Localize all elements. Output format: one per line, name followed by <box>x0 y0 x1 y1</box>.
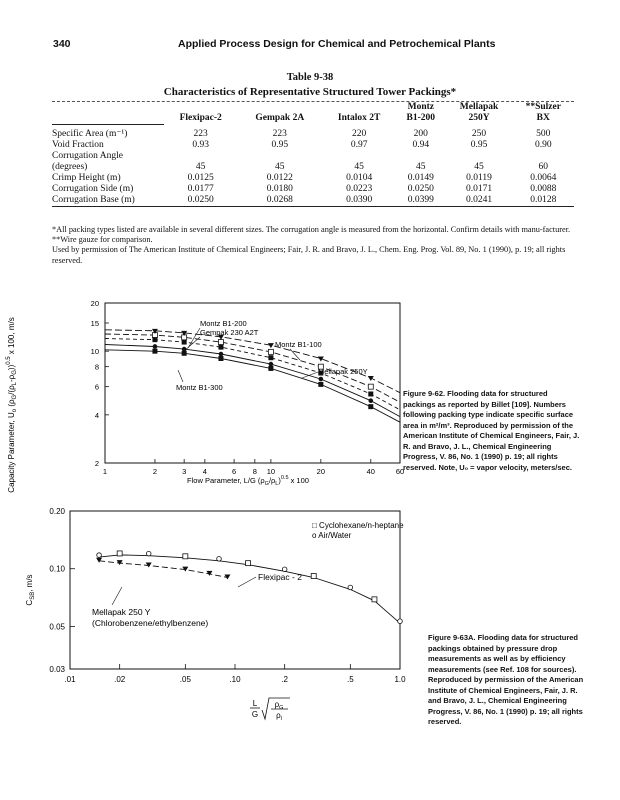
row-label: Corrugation Base (m) <box>52 195 164 207</box>
cell: 0.0241 <box>446 195 513 207</box>
col-header-line1 <box>164 102 237 113</box>
cell: 45 <box>275 161 285 172</box>
table-caption: Characteristics of Representative Structured Tower Packings* <box>163 86 457 98</box>
cell: 45 <box>416 161 426 172</box>
y-tick-label: 10 <box>90 347 99 357</box>
data-point <box>183 554 188 559</box>
legend-entry: o Air/Water <box>312 531 352 540</box>
svg-text:ρl: $\rho_l$ <box>276 711 282 722</box>
running-title: Applied Process Design for Chemical and Petrochemical Plants <box>178 38 496 50</box>
cell: 0.0088 <box>530 183 557 194</box>
data-point <box>318 382 323 387</box>
table-row <box>52 129 574 140</box>
data-point <box>218 340 223 345</box>
data-point <box>398 619 403 624</box>
table-row <box>52 173 574 184</box>
x-tick-label: 4 <box>202 467 207 476</box>
data-point <box>368 391 373 396</box>
page-number: 340 <box>53 38 71 50</box>
row-label: Crimp Height (m) <box>52 172 121 183</box>
annotation-label: Mellapak 250 Y <box>92 607 151 617</box>
table-row <box>52 162 574 173</box>
x-tick-label: .5 <box>346 675 354 684</box>
table-row <box>52 140 574 151</box>
x-tick-label: .2 <box>281 675 289 684</box>
svg-text:ρG: $\rho_G$ <box>274 700 284 711</box>
annotation-leader <box>112 587 122 605</box>
x-axis-label <box>250 698 290 722</box>
x-tick-label: 1.0 <box>394 675 406 684</box>
header-row-2 <box>52 113 574 124</box>
cell: 0.90 <box>534 139 552 150</box>
y-tick-label: 8 <box>94 362 99 372</box>
cell: 0.0177 <box>187 183 214 194</box>
table-note: Used by permission of The American Institute of Chemical Engineers; Fair, J. R. and Bravo, J. L., Chem. Eng. Prog. Vol. 89, No. 1 (1990), p. 19; all rights reserved. <box>52 245 566 265</box>
col-header: BX <box>536 113 550 123</box>
x-tick-label: .10 <box>229 675 241 684</box>
data-point <box>146 551 151 556</box>
x-tick-label: 20 <box>316 467 326 476</box>
cell: 500 <box>536 128 551 139</box>
svg-text:G: G <box>251 710 259 719</box>
x-tick-label: 60 <box>395 467 405 476</box>
cell: 0.95 <box>271 139 289 150</box>
data-point <box>311 574 316 579</box>
data-point <box>96 558 102 563</box>
col-header: B1-200 <box>406 113 436 123</box>
y-tick-label: 4 <box>94 410 99 420</box>
cell: 0.0122 <box>266 172 293 183</box>
col-header-line1: Mellapak <box>459 102 499 112</box>
data-point <box>368 384 373 389</box>
x-tick-label: 40 <box>366 467 375 476</box>
legend-entry: □ Cyclohexane/n-heptane <box>312 521 404 530</box>
cell: 0.93 <box>192 139 209 150</box>
col-header: Intalox 2T <box>337 113 381 123</box>
data-point <box>152 349 157 354</box>
cell: 0.0250 <box>407 183 434 194</box>
figure-9-62-caption: Figure 9-62. Flooding data for structured packings as reported by Billet [109]. Numbers following packing type indicate specific surface area in m²/m³. Reproduced by permission of the American Institute of Chemical Engineers, Fair, J. R. and Bravo, J. L., Chemical Engineering Progress, V. 86, No. 1 (1990) p. 19; all rights reserved. Note, U₀ = vapor velocity, meters/sec. <box>403 389 580 472</box>
annotation-label: Montz B1-300 <box>176 383 223 392</box>
col-header-line1 <box>322 102 396 113</box>
data-point <box>372 597 377 602</box>
cell: 60 <box>538 161 548 172</box>
cell: 45 <box>354 161 364 172</box>
col-header-line1: **Sulzer <box>525 102 561 112</box>
table-row <box>52 151 574 162</box>
row-label: Void Fraction <box>52 139 104 150</box>
chart2-marks <box>49 507 406 684</box>
table-row <box>52 184 574 195</box>
data-point <box>348 585 353 590</box>
data-point <box>268 366 273 371</box>
cell: 250 <box>471 128 487 139</box>
annotation-label: Flexipac - 2 <box>258 572 302 582</box>
col-header-line1: Montz <box>407 102 434 112</box>
chart1-marks <box>91 299 405 476</box>
annotation-label: Mellapak 250Y <box>318 367 368 376</box>
data-point <box>217 556 222 561</box>
cell: 0.0125 <box>187 172 214 183</box>
annotation-label: Montz B1-100 <box>275 340 322 349</box>
x-tick-label: .02 <box>114 675 126 684</box>
col-header: Gempak 2A <box>255 113 305 123</box>
y-tick-label: 0.20 <box>49 507 65 516</box>
figure-9-62-chart <box>0 290 410 500</box>
row-label: Specific Area (m⁻¹) <box>52 128 128 139</box>
header-row-1 <box>52 102 574 113</box>
cell: 0.0171 <box>465 183 493 194</box>
cell: 0.0149 <box>407 172 434 183</box>
svg-text:L: L <box>252 699 258 708</box>
packing-table <box>52 101 574 207</box>
cell: 0.0390 <box>322 195 396 207</box>
row-label: (degrees) <box>52 161 88 172</box>
cell: 0.0104 <box>346 172 373 183</box>
x-axis-label: Flow Parameter, L/G $(\rho_G/\rho_L)^{0.5}$ x 100 <box>187 475 309 487</box>
cell: 200 <box>413 128 428 139</box>
x-tick-label: 1 <box>102 467 108 476</box>
table-notes <box>52 225 574 266</box>
cell: 0.95 <box>470 139 488 150</box>
x-tick-label: 3 <box>182 467 187 476</box>
annotation-label: Montz B1-200 <box>200 319 247 328</box>
col-header: 250Y <box>468 113 490 123</box>
figure-9-63a-caption: Figure 9-63A. Flooding data for structured packings obtained by pressure drop measurements as well as by efficiency measurements (see Ref. 108 for sources). Reproduced by permission of the American Institute of Chemical Engineers, Fair, J. R. and Bravo, J. L., Chemical Engineering Progress, V. 86, No. 1 (1990) p. 19; all rights reserved. <box>428 633 584 726</box>
table-row <box>52 195 574 207</box>
data-point <box>268 343 274 348</box>
col-header-line1 <box>237 102 322 113</box>
cell: 0.0180 <box>266 183 293 194</box>
data-point <box>218 356 223 361</box>
figure-9-63a-chart <box>0 505 430 730</box>
data-point <box>246 561 251 566</box>
x-tick-label: 10 <box>266 467 276 476</box>
row-label: Corrugation Side (m) <box>52 183 134 194</box>
y-tick-label: 0.05 <box>49 622 65 632</box>
x-tick-label: 8 <box>252 467 257 476</box>
cell: 0.0128 <box>513 195 574 207</box>
data-point <box>97 553 102 558</box>
data-point <box>269 362 274 367</box>
data-point <box>182 340 187 345</box>
data-point <box>182 351 187 356</box>
data-point <box>219 352 224 357</box>
cell: 0.97 <box>350 139 368 150</box>
data-point <box>268 355 273 360</box>
x-tick-label: 2 <box>152 467 158 476</box>
data-point <box>153 344 158 349</box>
y-tick-label: 20 <box>90 299 99 308</box>
y-axis-label: $C_{SB}$, m/s <box>25 574 36 606</box>
cell: 0.0223 <box>346 183 373 194</box>
cell: 45 <box>195 161 206 172</box>
data-point <box>268 349 273 354</box>
y-tick-label: 6 <box>94 382 99 392</box>
data-point <box>282 567 287 572</box>
annotation-leader <box>238 577 256 587</box>
col-header: Flexipac-2 <box>179 113 222 123</box>
cell: 0.94 <box>412 139 430 150</box>
cell: 0.0119 <box>466 172 492 183</box>
data-point <box>368 376 374 381</box>
data-point <box>319 377 324 382</box>
x-tick-label: .01 <box>64 675 76 684</box>
y-tick-label: 0.10 <box>49 564 65 574</box>
x-tick-label: .05 <box>179 675 191 684</box>
cell: 220 <box>352 128 367 139</box>
table-note: **Wire gauze for comparison. <box>52 235 153 245</box>
cell: 0.0268 <box>237 195 322 207</box>
annotation-leader <box>290 349 300 360</box>
data-point <box>117 551 122 556</box>
cell: 223 <box>272 128 287 139</box>
y-tick-label: 15 <box>90 318 99 328</box>
plot-border <box>105 303 400 463</box>
table-note: *All packing types listed are available in several different sizes. The corrugation angle is measured from the horizontal. Confirm details with manu-facturer. <box>52 225 571 234</box>
data-point <box>368 398 373 403</box>
cell: 223 <box>193 128 208 139</box>
annotation-leader <box>178 370 183 382</box>
packing-table-grid <box>52 102 574 207</box>
annotation-label: Gempak 230 A2T <box>200 328 259 337</box>
cell: 0.0399 <box>396 195 446 207</box>
data-point <box>368 404 373 409</box>
series-line <box>99 561 227 578</box>
y-axis-label: Capacity Parameter, $U_o$ $(\rho_G/(\rho_L-\rho_G))^{0.5}$ x 100, m/s <box>6 317 18 493</box>
cell: 0.0064 <box>530 172 557 183</box>
chart1-frame <box>105 303 400 463</box>
x-tick-label: 6 <box>232 467 237 476</box>
table-number: Table 9-38 <box>286 72 334 83</box>
y-tick-label: 2 <box>94 459 99 468</box>
data-point <box>152 337 157 342</box>
y-tick-label: 0.03 <box>49 665 65 674</box>
cell: 45 <box>474 161 484 172</box>
data-point <box>218 345 223 350</box>
annotation-label: (Chlorobenzene/ethylbenzene) <box>92 618 209 628</box>
cell: 0.0250 <box>164 195 237 207</box>
row-label: Corrugation Angle <box>52 150 123 161</box>
